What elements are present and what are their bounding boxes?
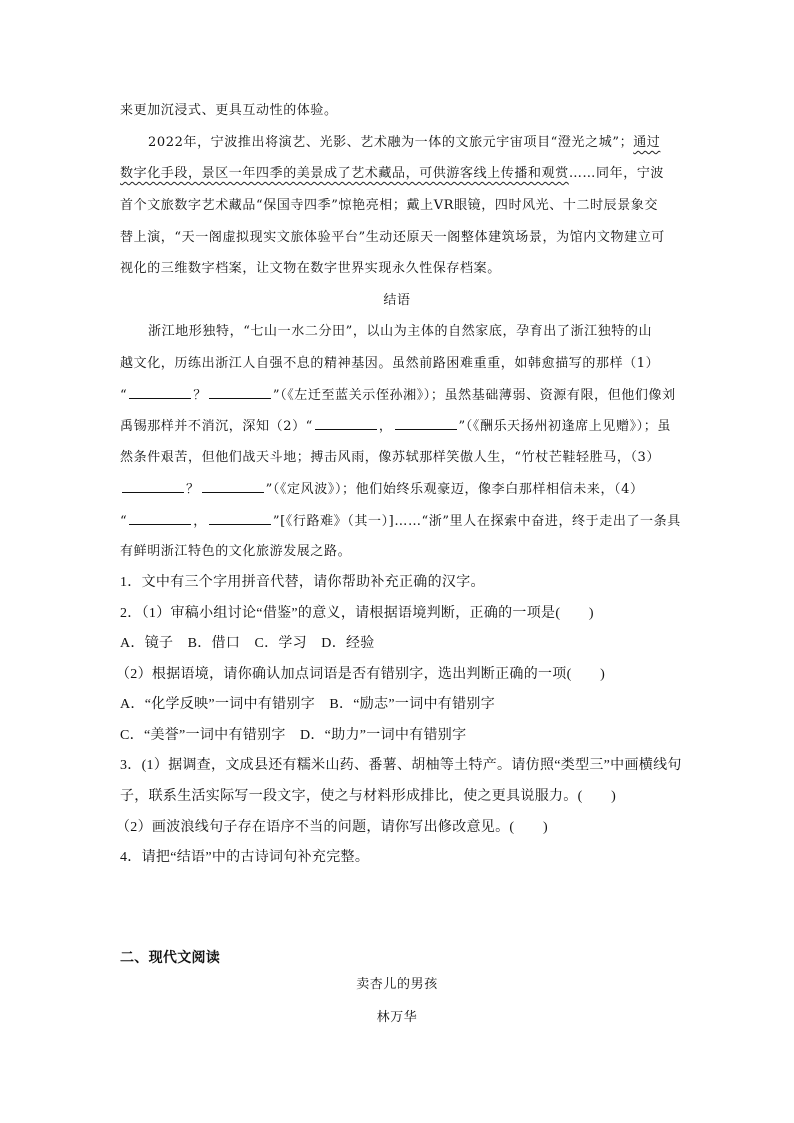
question-3-1-cont: 子，联系生活实际写一段文字，使之与材料形成排比，使之更具说服力。( ) [120, 789, 617, 804]
question-2-2: （2）根据语境，请你确认加点词语是否有错别字，选出判断正确的一项( ) [116, 667, 606, 682]
wavy-underlined-text: 通过 [633, 135, 661, 150]
passage-line: 2022年，宁波推出将演艺、光影、艺术融为一体的文旅元宇宙项目“澄光之城”；通过 [148, 135, 661, 150]
question-2-2-options-ab: A．“化学反映”一词中有错别字 B．“励志”一词中有错别字 [120, 697, 496, 712]
wavy-underlined-text: 数字化手段，景区一年四季的美景成了艺术藏品，可供游客线上传播和观赏 [120, 166, 569, 181]
question-2-1-options: A．镜子 B．借口 C．学习 D．经验 [120, 636, 375, 651]
passage-line: 越文化，历练出浙江人自强不息的精神基因。虽然前路困难重重，如韩愈描写的那样（1） [120, 356, 660, 371]
section-heading: 二、现代文阅读 [120, 951, 221, 966]
question-1: 1．文中有三个字用拼音代替，请你帮助补充正确的汉字。 [120, 575, 485, 590]
fill-blank[interactable] [129, 385, 191, 399]
question-4: 4．请把“结语”中的古诗词句补充完整。 [120, 850, 370, 865]
question-2-2-options-cd: C．“美誉”一词中有错别字 D．“助力”一词中有错别字 [120, 728, 467, 743]
story-title: 卖杏儿的男孩 [356, 977, 438, 992]
fill-blank[interactable] [129, 511, 191, 525]
passage-line: ？ ”（《定风波》）；他们始终乐观豪迈，像李白那样相信未来，（4） [120, 479, 644, 500]
question-3-2: （2）画波浪线句子存在语序不当的问题，请你写出修改意见。( ) [116, 820, 548, 835]
question-3-1: 3．(1）据调查，文成县还有糯米山药、番薯、胡柚等土特产。请仿照“类型三”中画横线句 [120, 758, 682, 773]
passage-line: “ ， ”[《行路难》（其一）]……“浙”里人在探索中奋进，终于走出了一条具 [120, 511, 681, 532]
conclusion-title: 结语 [383, 293, 411, 308]
fill-blank[interactable] [395, 416, 457, 430]
passage-line: 来更加沉浸式、更具互动性的体验。 [120, 103, 338, 118]
passage-line: 禹锡那样并不消沉，深知（2）“ ， ”（《酬乐天扬州初逢席上见赠》）；虽 [120, 416, 671, 437]
fill-blank[interactable] [315, 416, 377, 430]
fill-blank[interactable] [209, 385, 271, 399]
passage-line: 浙江地形独特，“七山一水二分田”，以山为主体的自然家底，孕育出了浙江独特的山 [148, 324, 653, 339]
passage-line: 替上演，“天一阁虚拟现实文旅体验平台”生动还原天一阁整体建筑场景，为馆内文物建立可 [120, 230, 665, 245]
fill-blank[interactable] [122, 479, 184, 493]
passage-line: 有鲜明浙江特色的文化旅游发展之路。 [120, 544, 352, 559]
passage-line: 首个文旅数字艺术藏品“保国寺四季”惊艳亮相；戴上VR眼镜，四时风光、十二时辰景象交 [120, 198, 659, 213]
fill-blank[interactable] [202, 479, 264, 493]
fill-blank[interactable] [209, 511, 271, 525]
passage-line: 视化的三维数字档案，让文物在数字世界实现永久性保存档案。 [120, 261, 501, 276]
passage-line: 数字化手段，景区一年四季的美景成了艺术藏品，可供游客线上传播和观赏……同年，宁波 [120, 166, 665, 181]
question-2-1: 2．（1）审稿小组讨论“借鉴”的意义，请根据语境判断，正确的一项是( ) [120, 606, 594, 621]
passage-line: “ ？ ”（《左迁至蓝关示侄孙湘》）；虽然基础薄弱、资源有限，但他们像刘 [120, 385, 676, 406]
story-author: 林万华 [376, 1010, 418, 1025]
passage-line: 然条件艰苦，但他们战天斗地；搏击风雨，像苏轼那样笑傲人生，“竹杖芒鞋轻胜马，（3） [120, 450, 661, 465]
